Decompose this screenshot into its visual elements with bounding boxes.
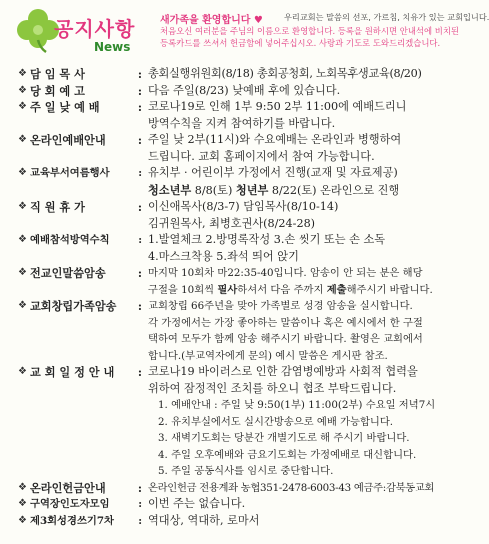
welcome-text: 새가족을 환영합니다 ♥ xyxy=(160,15,263,26)
notice-body: 역대상, 역대하, 로마서 xyxy=(148,513,260,527)
notice-item xyxy=(18,199,464,232)
notice-label: 직 원 휴 가 : xyxy=(30,200,142,214)
notice-label: 당 회 예 고 : xyxy=(30,83,142,98)
diamond-cluster-icon: ❖ xyxy=(18,68,27,79)
notice-label: 교회창립가족암송 : xyxy=(30,299,142,313)
notice-item xyxy=(18,513,464,530)
diamond-cluster-icon: ❖ xyxy=(18,234,27,245)
diamond-cluster-icon: ❖ xyxy=(18,498,27,509)
notice-label: 담 임 목 사 : xyxy=(30,67,142,81)
diamond-cluster-icon: ❖ xyxy=(18,366,27,377)
diamond-cluster-icon: ❖ xyxy=(18,300,27,311)
notice-item xyxy=(18,496,464,513)
notice-body: 유치부 · 어린이부 가정에서 진행(교재 및 자료제공) 청소년부 8/8(토) 청년부 8/22(토) 온라인으로 진행 xyxy=(148,166,400,197)
notice-body: 온라인헌금 전용계좌 농협351-2478-6003-43 예금주:감북동교회 xyxy=(148,481,435,494)
notice-label: 주 일 낮 예 배 : xyxy=(30,100,142,114)
heart-icon: ♥ xyxy=(253,15,263,26)
notice-label: 온라인예배안내 : xyxy=(30,133,142,147)
notice-body: 이번 주는 없습니다. xyxy=(148,497,246,510)
notice-item xyxy=(18,265,464,298)
notice-body: 마지막 10회차 마22:35-40입니다. 암송이 안 되는 분은 해당 구절을 10회씩 필사하셔서 다음 주까지 제출해주시기 바랍니다. xyxy=(148,267,433,296)
diamond-cluster-icon: ❖ xyxy=(18,481,27,493)
news-label: News xyxy=(94,40,131,54)
notice-label: 교육부서여름행사 : xyxy=(30,167,142,179)
notice-item xyxy=(18,66,464,83)
notice-body: 코로나19로 인해 1부 9:50 2부 11:00에 예배드리니 방역수칙을 지켜 참여하기를 바랍니다. xyxy=(148,100,407,130)
diamond-cluster-icon: ❖ xyxy=(18,101,27,112)
notice-item xyxy=(18,83,464,100)
notice-label: 교 회 일 정 안 내 : xyxy=(30,365,142,379)
notice-body: 코로나19 바이러스로 인한 감염병예방과 사회적 협력을 위하여 잠정적인 조치를 하오니 협조 부탁드립니다. 1. 예배안내 : 주일 낮 9:50(1부) 11:00(2부) 수요일 저녁7시 2. 유치부실에서도 실시간방송으로 예배 가능합니다. 3. 새벽기도회는 당분간 개별기도로 해 주시기 바랍니다. 4. 주일 오후예배와 금요기도회는 가정예배로 대신합니다. 5. 주일 공동식사를 임시로 중단합니다. xyxy=(148,365,436,477)
notice-header xyxy=(0,0,489,64)
diamond-cluster-icon: ❖ xyxy=(18,514,27,526)
diamond-cluster-icon: ❖ xyxy=(18,267,27,278)
notice-label: 예배참석방역수칙 : xyxy=(30,234,142,246)
notice-body: 교회창립 66주년을 맞아 가족별로 성경 암송을 실시합니다. 각 가정에서는 가장 좋아하는 말씀이나 혹은 예시에서 한 구절 택하여 모두가 함께 암송 해주시기 바랍니다. 촬영은 교회에서 합니다.(부교역자에게 문의) 예시 말씀은 게시판 참조. xyxy=(148,300,423,362)
diamond-cluster-icon: ❖ xyxy=(18,84,27,96)
church-motto: 우리교회는 말씀의 선포, 가르침, 치유가 있는 교회입니다. xyxy=(284,12,489,22)
diamond-cluster-icon: ❖ xyxy=(18,134,27,145)
notice-body: 이신애목사(8/3-7) 담임목사(8/10-14) 김귀원목사, 최병호권사(8/24-28) xyxy=(148,200,339,230)
notice-body: 1.발열체크 2.방명록작성 3.손 씻기 또는 손 소독 4.마스크착용 5.좌석 띄어 앉기 xyxy=(148,233,386,263)
notice-list xyxy=(18,66,464,529)
notice-label: 온라인헌금안내 : xyxy=(30,480,142,495)
notice-item xyxy=(18,232,464,265)
notice-item xyxy=(18,364,464,480)
notice-label: 구역장인도자모임 : xyxy=(30,498,142,510)
notice-item xyxy=(18,165,464,199)
notice-label: 전교인말씀암송 : xyxy=(30,266,142,280)
diamond-cluster-icon: ❖ xyxy=(18,201,27,212)
notice-body: 총회실행위원회(8/18) 총회공청회, 노회목후생교육(8/20) xyxy=(148,67,422,80)
welcome-intro: 처음오신 여러분을 주님의 이름으로 환영합니다. 등록을 원하시면 안내석에 비치된 등록카드를 쓰셔서 헌금함에 넣어주십시오. 사랑과 기도로 도와드리겠습니다. xyxy=(160,26,460,48)
notice-item xyxy=(18,298,464,364)
notice-item xyxy=(18,99,464,132)
notice-body: 다음 주일(8/23) 낮예배 후에 있습니다. xyxy=(148,83,341,97)
notice-item xyxy=(18,132,464,165)
notice-label: 제3회성경쓰기7차 : xyxy=(30,514,142,527)
notice-item xyxy=(18,480,464,497)
diamond-cluster-icon: ❖ xyxy=(18,167,27,178)
notice-body: 주일 낮 2부(11시)와 수요예배는 온라인과 병행하여 드립니다. 교회 홈페이지에서 참여 가능합니다. xyxy=(148,133,402,163)
page-title: 공지사항 xyxy=(54,17,136,41)
